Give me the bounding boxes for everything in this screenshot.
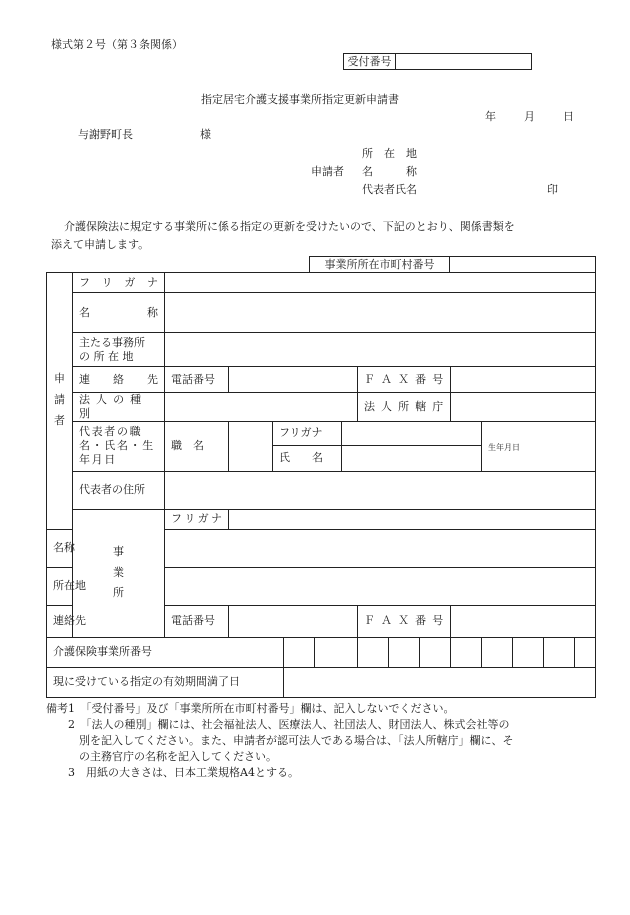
insurance-digit-box[interactable] xyxy=(358,637,389,667)
applicant-location-label: 所 在 地 xyxy=(362,147,417,160)
rep-name-field[interactable] xyxy=(342,445,482,471)
main-office-label: 主たる事務所 の 所 在 地 xyxy=(73,333,165,367)
office-fax-field[interactable] xyxy=(451,605,596,637)
honorific: 様 xyxy=(200,128,211,141)
office-name-field[interactable] xyxy=(165,529,596,567)
body-text-line1: 介護保険法に規定する事業所に係る指定の更新を受けたいので、下記のとおり、関係書類を xyxy=(64,220,515,233)
note-line: 別を記入してください。また、申請者が認可法人である場合は、「法人所轄庁」欄に、そ xyxy=(46,734,514,747)
valid-period-field[interactable] xyxy=(284,667,596,697)
form-number-label: 様式第２号（第３条関係） xyxy=(51,38,183,51)
applicant-representative-label: 代表者氏名 xyxy=(362,183,417,196)
addressee: 与謝野町長 xyxy=(78,128,133,141)
applicant-name-label: 名 称 xyxy=(362,165,417,178)
office-location-field[interactable] xyxy=(165,567,596,605)
insurance-digit-box[interactable] xyxy=(575,637,596,667)
main-office-field[interactable] xyxy=(165,333,596,367)
note-line: 2 「法人の種別」欄には、社会福祉法人、医療法人、社団法人、財団法人、株式会社等の xyxy=(46,718,510,731)
applicant-furigana-field[interactable] xyxy=(165,273,596,293)
insurance-digit-box[interactable] xyxy=(284,637,315,667)
applicant-contact-label: 連 絡 先 xyxy=(73,367,165,393)
office-furigana-field[interactable] xyxy=(229,509,596,529)
applicant-name-field[interactable] xyxy=(165,293,596,333)
notes xyxy=(46,701,586,781)
representative-info-label: 代表者の職 名・氏名・生 年月日 xyxy=(73,421,165,471)
insurance-digit-box[interactable] xyxy=(513,637,544,667)
applicant-phone-label: 電話番号 xyxy=(165,367,229,393)
note-line: 備考1 「受付番号」及び「事業所所在市町村番号」欄は、記入しないでください。 xyxy=(46,702,455,715)
insurance-digit-box[interactable] xyxy=(451,637,482,667)
insurance-digit-box[interactable] xyxy=(389,637,420,667)
insurance-digit-box[interactable] xyxy=(482,637,513,667)
date-month: 月 xyxy=(524,110,535,123)
applicant-phone-field[interactable] xyxy=(229,367,358,393)
corp-type-label: 法人の種別 xyxy=(73,393,165,422)
body-text-line2: 添えて申請します。 xyxy=(51,238,150,251)
insurance-digit-box[interactable] xyxy=(315,637,358,667)
note-line: の主務官庁の名称を記入してください。 xyxy=(46,750,277,763)
birthdate-field[interactable] xyxy=(482,421,596,471)
valid-period-label: 現に受けている指定の有効期間満了日 xyxy=(47,667,284,697)
applicant-furigana-label: フ リ ガ ナ xyxy=(73,273,165,293)
office-location-label: 所 在 地 xyxy=(47,567,73,605)
city-number-box xyxy=(309,256,596,273)
seal-mark: 印 xyxy=(547,183,558,196)
date-year: 年 xyxy=(485,110,496,123)
office-phone-field[interactable] xyxy=(229,605,358,637)
rep-address-label: 代表者の住所 xyxy=(73,471,165,509)
office-contact-label: 連 絡 先 xyxy=(47,605,73,637)
insurance-number-label: 介護保険事業所番号 xyxy=(47,637,284,667)
corp-authority-field[interactable] xyxy=(451,393,596,422)
position-field[interactable] xyxy=(229,421,273,471)
birthdate-label: 生年月日 xyxy=(488,442,520,452)
office-phone-label: 電話番号 xyxy=(165,605,229,637)
date-day: 日 xyxy=(563,110,574,123)
application-form-table xyxy=(46,272,596,698)
insurance-digit-box[interactable] xyxy=(544,637,575,667)
rep-address-field[interactable] xyxy=(165,471,596,509)
rep-furigana-label: フリガナ xyxy=(273,421,342,445)
office-side-label: 事 業 所 xyxy=(73,509,165,637)
receipt-number-field[interactable] xyxy=(396,54,531,69)
office-name-label: 名 称 xyxy=(47,529,73,567)
document-title: 指定居宅介護支援事業所指定更新申請書 xyxy=(201,93,399,106)
receipt-number-box xyxy=(343,53,532,70)
insurance-digit-box[interactable] xyxy=(420,637,451,667)
applicant-fax-label: ＦＡＸ番号 xyxy=(358,367,451,393)
corp-authority-label: 法人所轄庁 xyxy=(358,393,451,422)
note-line: 3 用紙の大きさは、日本工業規格A4とする。 xyxy=(46,766,299,779)
office-furigana-label: フ リ ガ ナ xyxy=(165,509,229,529)
rep-name-label: 氏 名 xyxy=(273,445,342,471)
city-number-label: 事業所所在市町村番号 xyxy=(310,257,450,273)
corp-type-field[interactable] xyxy=(165,393,358,422)
position-label: 職 名 xyxy=(165,421,229,471)
receipt-number-label: 受付番号 xyxy=(344,54,396,69)
applicant-fax-field[interactable] xyxy=(451,367,596,393)
applicant-side-label: 申 請 者 xyxy=(47,273,73,530)
office-fax-label: ＦＡＸ番号 xyxy=(358,605,451,637)
applicant-name-row-label: 名 称 xyxy=(73,293,165,333)
applicant-label: 申請者 xyxy=(311,165,344,178)
city-number-field[interactable] xyxy=(450,257,595,273)
rep-furigana-field[interactable] xyxy=(342,421,482,445)
